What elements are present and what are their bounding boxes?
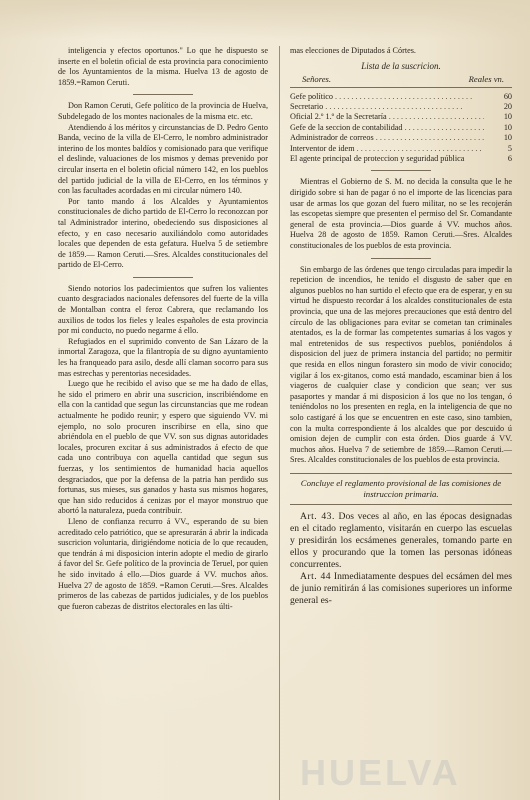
row-name: Interventor de idem . . .: [290, 144, 484, 154]
row-value: 10: [503, 112, 512, 122]
article-43-number: Art. 43.: [300, 510, 335, 522]
row-name: Administrador de correos . . .: [290, 133, 484, 143]
list-col-values: Reales vn.: [468, 73, 504, 84]
list-row: [290, 154, 512, 164]
list-row: [290, 123, 512, 133]
decree-heading: Don Ramon Ceruti, Gefe político de la provincia de Huelva, Subdelegado de los montes nacionales de la misma etc. etc.: [58, 101, 268, 121]
row-name: Gefe político . . .: [290, 92, 484, 102]
list-header: [290, 74, 512, 88]
row-name: Oficial 2.º 1.º de la Secretaría . . .: [290, 112, 484, 122]
continuation-line: mas elecciones de Diputados á Córtes.: [290, 46, 416, 55]
subscription-paragraph: Luego que he recibido el aviso que se me ha dado de ellas, he sido el primero en abrir una suscricion, inscribiéndome en ella con la cantidad que segun las circunstancias que me rodean actualmente he podido reunir; y espero que siguiendo VV. mi ejemplo, no solo procuren inscribirse en ella, sino que abriéndola en el pueblo de que VV. son sus dignas autoridades locales, procuren excitar á sus administrados á efecto de que cada uno contribuya con aquella cantidad que segun sus fuerzas, y los sentimientos de humanidad hacia aquellos desgraciados, que por la defensa de la patria han perdido sus fortunas, sus mieses, sus ganados y hasta sus mismos hogares, que han sido reducidos á cenizas por el mayor monstruo que abortó la naturaleza, pueda contribuir.: [58, 379, 268, 516]
column-divider: [279, 46, 280, 800]
appointment-paragraph: Atendiendo á los méritos y circunstancias de D. Pedro Gento Banda, vecino de la villa de El-Cerro, le nombro administrador interino de los montes baldíos y comisionado para que verifique el deslinde, valuaciones de los mismos y demas prevenido por circular inserta en el boletin oficial número 142, en los pueblos del partido judicial de la villa de El-Cerro, en los términos y con las facultades acordadas en mi circular número 140.: [58, 122, 268, 196]
row-name: El agente principal de proteccion y seguridad pública: [290, 154, 465, 164]
list-row: [290, 102, 512, 112]
separator-rule: [371, 170, 431, 171]
row-value: 6: [507, 154, 512, 164]
row-value: 60: [503, 91, 512, 101]
right-column: [290, 46, 512, 800]
list-row: [290, 144, 512, 154]
licenses-paragraph: Mientras el Gobierno de S. M. no decida la consulta que le he dirigido sobre si han de pagar ó no el importe de las licencias para usar de armas los que gozan del fuero militar, no se les recojerán las escopetas siempre que presenten el permiso del Sr. Comandante general de esta provincia.—Dios guarde á VV. muchos años. Huelva 28 de agosto de 1859. Ramon Ceruti.—Sres. Alcaldes constitucionales de los pueblos de esta provincia.: [290, 177, 512, 250]
article-43: [290, 511, 512, 571]
row-name: Gefe de la seccion de contabilidad . . .: [290, 123, 484, 133]
list-row: [290, 92, 512, 102]
row-value: 10: [503, 133, 512, 143]
list-row: [290, 133, 512, 143]
separator-rule: [133, 277, 193, 278]
subscription-list: [290, 92, 512, 165]
list-title: Lista de la suscricion.: [361, 60, 441, 71]
left-column: [58, 46, 268, 800]
closing-paragraph: inteligencia y efectos oportunos." Lo que he dispuesto se inserte en el boletin oficial de esta provincia para conocimiento de los Ayuntamientos de la misma. Huelva 13 de agosto de 1859.=Ramon Ceruti.: [58, 46, 268, 87]
montalban-paragraph: Siendo notorios los padecimientos que sufren los valientes cuanto desgraciados nacionales defensores del fuerte de la villa de Montalban contra el feroz Cabrera, que reclamando los auxilios de todos los fieles y leales españoles de esta provincia por mi conducto, no puedo negarme á ello.: [58, 283, 268, 336]
row-value: 10: [503, 122, 512, 132]
list-col-names: Señores.: [302, 73, 332, 84]
article-44-text: Inmediatamente despues del ecsámen del mes de junio remitirán á las comisiones superiores un informe general es-: [290, 570, 512, 606]
article-43-text: Dos veces al año, en las épocas designadas en el citado reglamento, visitarán en cuerpo las escuelas y presidirán los ecsámenes generales, tomando parte en ellos y procurando que la tomen las personas idóneas concurrentes.: [290, 510, 512, 570]
page-edge-shadow: [0, 0, 530, 40]
separator-rule: [371, 258, 431, 259]
list-row: [290, 112, 512, 122]
row-value: 20: [503, 102, 512, 111]
fires-paragraph: Sin embargo de las órdenes que tengo circuladas para impedir la repeticion de incendios, he tenido el disgusto de saber que en algunos pueblos no han surtido el efecto que era de esperar, y en su virtud he dispuesto recordar á los alcaldes constitucionales de esta provincia, que una de las mejores precauciones que está dentro del círculo de las obligaciones para evitar se cometan tan criminales atentados, es la de formar las competentes sumarias á los vagos y mal entretenidos de sus respectivos pueblos, poniéndolos á disposicion del juez de primera instancia del partido; no permitir que resida en ellos ningun forastero sin modo de vivir conocido; vigilar á los ex-gitanos, como está mandado, escaminar bien á los viageros de cualquier clase y condicion que sean; ver sus pasaportes y mandar á mi disposicion á los que no los tengan, ó teniéndolos no los presenten en regla, en la inteligencia de que no solo castigaré á los que se encuentren en este caso, sino tambien, con la multa correspondiente á los alcaldes que por descuido ú omision dejen de cumplir con esta órden. Dios guarde á VV. muchos años. Huelva 7 de setiembre de 1859.—Ramon Ceruti.—Sres. Alcaldes constitucionales de los pueblos de esta provincia.: [290, 264, 512, 465]
row-name: Secretario . . .: [290, 102, 484, 112]
article-44: [290, 571, 512, 607]
zaragoza-paragraph: Refugiados en el suprimido convento de San Lázaro de la inmortal Zaragoza, que la filantropía de su digno ayuntamiento les ha franqueado para asilo, desde allí claman socorro para sus mas estrechas y perentorias necesidades.: [58, 336, 268, 378]
library-watermark: HUELVA: [300, 752, 461, 793]
regulation-title: Concluye el reglamento provisional de las comisiones de instruccion primaria.: [290, 473, 512, 505]
mandate-paragraph: Por tanto mando á los Alcaldes y Ayuntamientos constitucionales de dicho partido de El-Cerro lo reconozcan por tal Administrador interino, obedeciendo sus disposiciones al efecto, y en caso necesario auxiliándolo como autoridades locales que dependen de esta gefatura. Huelva 5 de setiembre de 1859.— Ramon Ceruti.—Sres. Alcaldes constitucionales del partido de El-Cerro.: [58, 196, 268, 270]
separator-rule: [133, 94, 193, 95]
article-44-number: Art. 44: [300, 570, 332, 582]
appeal-paragraph: Lleno de confianza recurro á VV., esperando de su bien acreditado celo patriótico, que se apresurarán á abrir la indicada suscricion voluntaria, dirigiéndome noticia de lo que recauden, que tendrán á mi disposicion interin adopte el medio de girarlo á favor del Sr. Gefe político de la provincia de Teruel, por quien he sido invitado á ello.—Dios guarde á VV. muchos años. Huelva 27 de agosto de 1859. =Ramon Ceruti.—Sres. Alcaldes primeros de las cabezas de partidos judiciales, y de los pueblos que fueron cabezas de distritos electorales en las últi-: [58, 516, 268, 611]
row-value: 5: [507, 143, 512, 153]
